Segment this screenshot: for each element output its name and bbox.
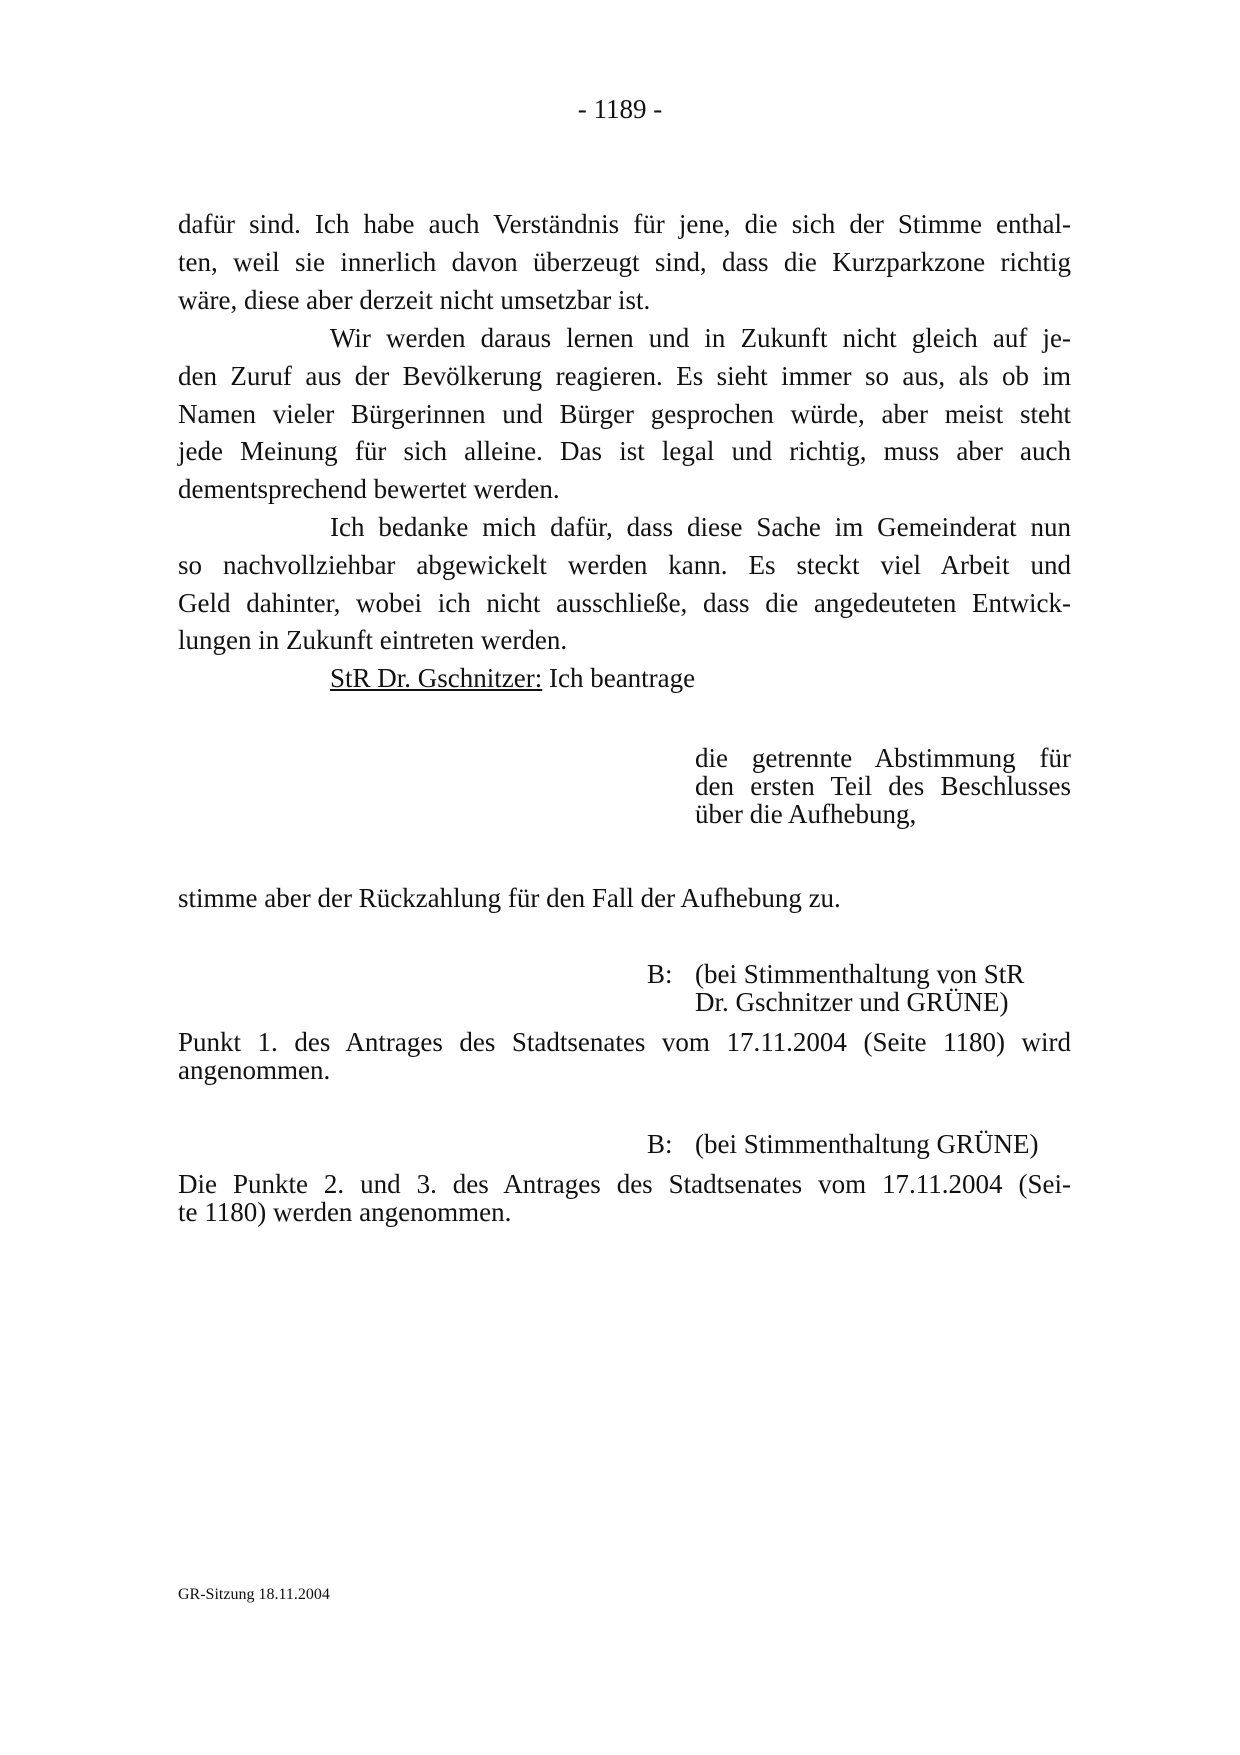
vote-note-text bbox=[695, 960, 1024, 1016]
motion-line: über die Aufhebung, bbox=[695, 799, 917, 829]
decision-label: B: bbox=[647, 1129, 673, 1159]
speech-paragraph-1 bbox=[178, 206, 1071, 319]
text-line: Punkt 1. des Antrages des Stadtsenates vom 17.11.2004 (Seite 1180) wird bbox=[178, 1027, 1071, 1057]
decision-result-1 bbox=[178, 1028, 1071, 1084]
text-line: den Zuruf aus der Bevölkerung reagieren. Es sieht immer so aus, als ob im bbox=[178, 360, 1071, 391]
motion-block bbox=[695, 744, 1071, 828]
text-line: lungen in Zukunft eintreten werden. bbox=[178, 625, 568, 656]
page-number: - 1189 - bbox=[577, 94, 663, 124]
vote-note-text bbox=[695, 1130, 1038, 1158]
speech-paragraph-3 bbox=[178, 509, 1071, 660]
speech-paragraph-2 bbox=[178, 320, 1071, 509]
text-line: Geld dahinter, wobei ich nicht ausschließe, dass die angedeuteten Entwick- bbox=[178, 587, 1071, 618]
footer-session-label: GR-Sitzung 18.11.2004 bbox=[178, 1586, 330, 1603]
text-line: (bei Stimmenthaltung von StR bbox=[695, 959, 1025, 989]
text-line: dafür sind. Ich habe auch Verständnis für jene, die sich der Stimme enthal- bbox=[178, 209, 1071, 239]
text-line: ten, weil sie innerlich davon überzeugt sind, dass die Kurzparkzone richtig bbox=[178, 246, 1071, 277]
text-line: angenommen. bbox=[178, 1055, 331, 1085]
text-line: Dr. Gschnitzer und GRÜNE) bbox=[695, 987, 1009, 1017]
decision-result-2 bbox=[178, 1170, 1071, 1226]
speaker-name: StR Dr. Gschnitzer: bbox=[330, 663, 543, 693]
vote-note-1 bbox=[647, 960, 1071, 1018]
motion-line: die getrennte Abstimmung für bbox=[695, 743, 1071, 773]
statement-text: Ich beantrage bbox=[542, 663, 696, 693]
text-line: Wir werden daraus lernen und in Zukunft nicht gleich auf je- bbox=[330, 323, 1071, 353]
text-line: dementsprechend bewertet werden. bbox=[178, 474, 560, 505]
decision-label: B: bbox=[647, 959, 673, 989]
text-line: Die Punkte 2. und 3. des Antrages des Stadtsenates vom 17.11.2004 (Sei- bbox=[178, 1169, 1071, 1199]
text-line: so nachvollziehbar abgewickelt werden kann. Es steckt viel Arbeit und bbox=[178, 549, 1071, 580]
text-line bbox=[178, 660, 1071, 698]
text-line: wäre, diese aber derzeit nicht umsetzbar ist. bbox=[178, 284, 651, 315]
speaker-statement bbox=[178, 660, 1071, 698]
text-line: te 1180) werden angenommen. bbox=[178, 1197, 512, 1227]
text-line: Ich bedanke mich dafür, dass diese Sache im Gemeinderat nun bbox=[330, 512, 1071, 542]
text-line: jede Meinung für sich alleine. Das ist legal und richtig, muss aber auch bbox=[178, 436, 1071, 467]
motion-line: den ersten Teil des Beschlusses bbox=[695, 771, 1071, 801]
vote-note-2 bbox=[647, 1130, 1071, 1160]
continuation-text: stimme aber der Rückzahlung für den Fall der Aufhebung zu. bbox=[178, 883, 841, 913]
text-line: (bei Stimmenthaltung GRÜNE) bbox=[695, 1129, 1039, 1159]
text-line: Namen vieler Bürgerinnen und Bürger gesprochen würde, aber meist steht bbox=[178, 398, 1071, 429]
